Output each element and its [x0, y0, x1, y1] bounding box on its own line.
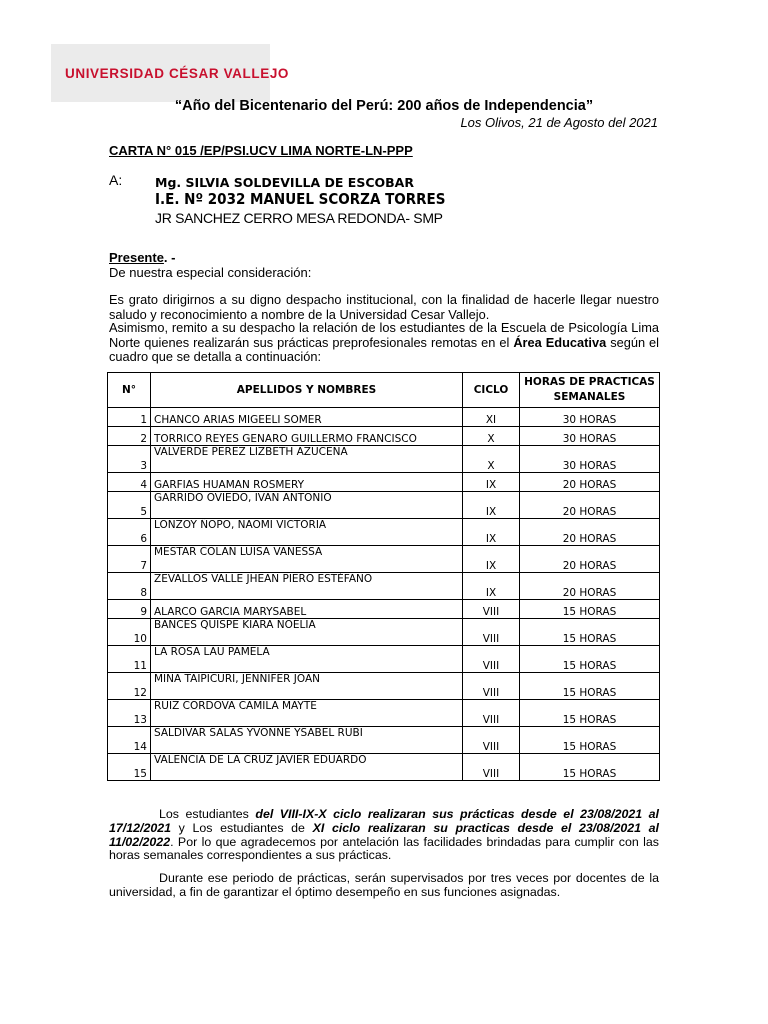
- row-ciclo: VIII: [463, 727, 520, 754]
- closing-p1-dates-1: del VIII-IX-X ciclo realizaran sus prácticas desde el 23/08/2021 al 17/12/2021: [109, 807, 659, 835]
- row-name: VALVERDE PEREZ LIZBETH AZUCENA: [151, 446, 463, 473]
- table-row: [108, 427, 660, 446]
- table-row: [108, 473, 660, 492]
- row-num: 10: [108, 619, 151, 646]
- row-ciclo: IX: [463, 546, 520, 573]
- row-horas: 15 HORAS: [520, 700, 660, 727]
- row-ciclo: X: [463, 446, 520, 473]
- table-row: [108, 600, 660, 619]
- row-ciclo: IX: [463, 473, 520, 492]
- row-horas: 20 HORAS: [520, 492, 660, 519]
- motto: “Año del Bicentenario del Perú: 200 años de Independencia”: [174, 98, 594, 114]
- students-table: [107, 372, 660, 781]
- row-name: ALARCO GARCIA MARYSABEL: [151, 600, 463, 619]
- row-num: 7: [108, 546, 151, 573]
- closing-paragraph-2: Durante ese periodo de prácticas, serán supervisados por tres veces por docentes de la universidad, a fin de garantizar el óptimo desempeño en sus funciones asignadas.: [109, 871, 659, 899]
- closing-p1-c: . Por lo que agradecemos por antelación las facilidades brindadas para cumplir con las horas semanales correspondientes a sus prácticas.: [109, 834, 659, 863]
- row-horas: 15 HORAS: [520, 646, 660, 673]
- row-horas: 30 HORAS: [520, 427, 660, 446]
- row-name: LA ROSA LAU PAMELA: [151, 646, 463, 673]
- row-num: 14: [108, 727, 151, 754]
- table-row: [108, 446, 660, 473]
- row-horas: 15 HORAS: [520, 727, 660, 754]
- intro-p2-end: según el cuadro que se detalla a continuación:: [109, 334, 660, 365]
- presente-suffix: . -: [163, 250, 176, 265]
- table-row: [108, 519, 660, 546]
- row-horas: 15 HORAS: [520, 754, 660, 781]
- row-horas: 20 HORAS: [520, 519, 660, 546]
- header-ciclo: CICLO: [463, 373, 520, 408]
- header-name: APELLIDOS Y NOMBRES: [151, 373, 463, 408]
- row-num: 9: [108, 600, 151, 619]
- header-num: N°: [108, 373, 151, 408]
- row-num: 11: [108, 646, 151, 673]
- row-name: VALENCIA DE LA CRUZ JAVIER EDUARDO: [151, 754, 463, 781]
- letter-reference: CARTA N° 015 /EP/PSI.UCV LIMA NORTE-LN-PPP: [109, 143, 413, 158]
- addressee-name: Mg. SILVIA SOLDEVILLA DE ESCOBAR: [155, 175, 414, 190]
- addressee-prefix: A:: [109, 172, 123, 188]
- closing-p1-b: y Los estudiantes de: [171, 820, 313, 835]
- presente-word: Presente: [109, 250, 164, 265]
- intro-paragraph-2: [109, 321, 659, 365]
- row-ciclo: IX: [463, 573, 520, 600]
- row-horas: 20 HORAS: [520, 546, 660, 573]
- row-ciclo: VIII: [463, 673, 520, 700]
- table-header-row: [108, 373, 660, 408]
- row-ciclo: VIII: [463, 646, 520, 673]
- table-row: [108, 573, 660, 600]
- logo-text: UNIVERSIDAD CÉSAR VALLEJO: [65, 65, 290, 81]
- row-horas: 30 HORAS: [520, 408, 660, 427]
- row-ciclo: VIII: [463, 754, 520, 781]
- row-name: GARFIAS HUAMAN ROSMERY: [151, 473, 463, 492]
- row-ciclo: IX: [463, 492, 520, 519]
- row-name: GARRIDO OVIEDO, IVAN ANTONIO: [151, 492, 463, 519]
- closing-paragraph-1: [109, 808, 659, 863]
- intro-p2-start: Asimismo, remito a su despacho la relación de los estudiantes de la Escuela de Psicología Lima Norte quienes realizarán sus prácticas preprofesionales remotas en el: [109, 320, 659, 350]
- table-row: [108, 754, 660, 781]
- table-row: [108, 646, 660, 673]
- row-name: MINA TAIPICURI, JENNIFER JOAN: [151, 673, 463, 700]
- row-name: TORRICO REYES GENARO GUILLERMO FRANCISCO: [151, 427, 463, 446]
- closing-p1-dates-2: XI ciclo realizaran su practicas desde el 23/08/2021 al 11/02/2022: [109, 820, 659, 849]
- table-row: [108, 408, 660, 427]
- greeting: De nuestra especial consideración:: [109, 265, 312, 280]
- row-horas: 15 HORAS: [520, 673, 660, 700]
- row-name: BANCES QUISPE KIARA NOELIA: [151, 619, 463, 646]
- row-name: LONZOY ÑOPO, NAOMI VICTORIA: [151, 519, 463, 546]
- row-ciclo: VIII: [463, 600, 520, 619]
- row-num: 6: [108, 519, 151, 546]
- intro-paragraph-1: Es grato dirigirnos a su digno despacho institucional, con la finalidad de hacerle llegar nuestro saludo y reconocimiento a nombre de la Universidad Cesar Vallejo.: [109, 292, 659, 322]
- table-row: [108, 700, 660, 727]
- row-name: SALDIVAR SALAS YVONNE YSABEL RUBI: [151, 727, 463, 754]
- row-horas: 15 HORAS: [520, 619, 660, 646]
- row-ciclo: X: [463, 427, 520, 446]
- row-name: CHANCO ARIAS MIGEELI SOMER: [151, 408, 463, 427]
- row-num: 1: [108, 408, 151, 427]
- row-horas: 20 HORAS: [520, 573, 660, 600]
- row-num: 8: [108, 573, 151, 600]
- row-num: 2: [108, 427, 151, 446]
- row-name: MESTAR COLAN LUISA VANESSA: [151, 546, 463, 573]
- place-date: Los Olivos, 21 de Agosto del 2021: [460, 115, 658, 130]
- row-ciclo: VIII: [463, 619, 520, 646]
- header-horas: HORAS DE PRACTICAS SEMANALES: [520, 373, 660, 408]
- university-logo: [51, 44, 290, 102]
- addressee-school: I.E. Nº 2032 MANUEL SCORZA TORRES: [155, 190, 446, 208]
- row-horas: 30 HORAS: [520, 446, 660, 473]
- row-num: 15: [108, 754, 151, 781]
- row-horas: 15 HORAS: [520, 600, 660, 619]
- addressee-address: JR SANCHEZ CERRO MESA REDONDA- SMP: [155, 210, 443, 226]
- salutation-presente: [109, 250, 175, 265]
- intro-p2-area: Área Educativa: [513, 334, 607, 350]
- row-num: 13: [108, 700, 151, 727]
- row-num: 4: [108, 473, 151, 492]
- row-num: 12: [108, 673, 151, 700]
- table-row: [108, 673, 660, 700]
- row-name: ZEVALLOS VALLE JHEAN PIERO ESTÉFANO: [151, 573, 463, 600]
- table-row: [108, 727, 660, 754]
- row-name: RUIZ CORDOVA CAMILA MAYTE: [151, 700, 463, 727]
- row-horas: 20 HORAS: [520, 473, 660, 492]
- row-ciclo: IX: [463, 519, 520, 546]
- table-row: [108, 619, 660, 646]
- table-row: [108, 546, 660, 573]
- row-num: 5: [108, 492, 151, 519]
- table-row: [108, 492, 660, 519]
- row-num: 3: [108, 446, 151, 473]
- row-ciclo: XI: [463, 408, 520, 427]
- closing-p1-a: Los estudiantes: [159, 807, 256, 821]
- row-ciclo: VIII: [463, 700, 520, 727]
